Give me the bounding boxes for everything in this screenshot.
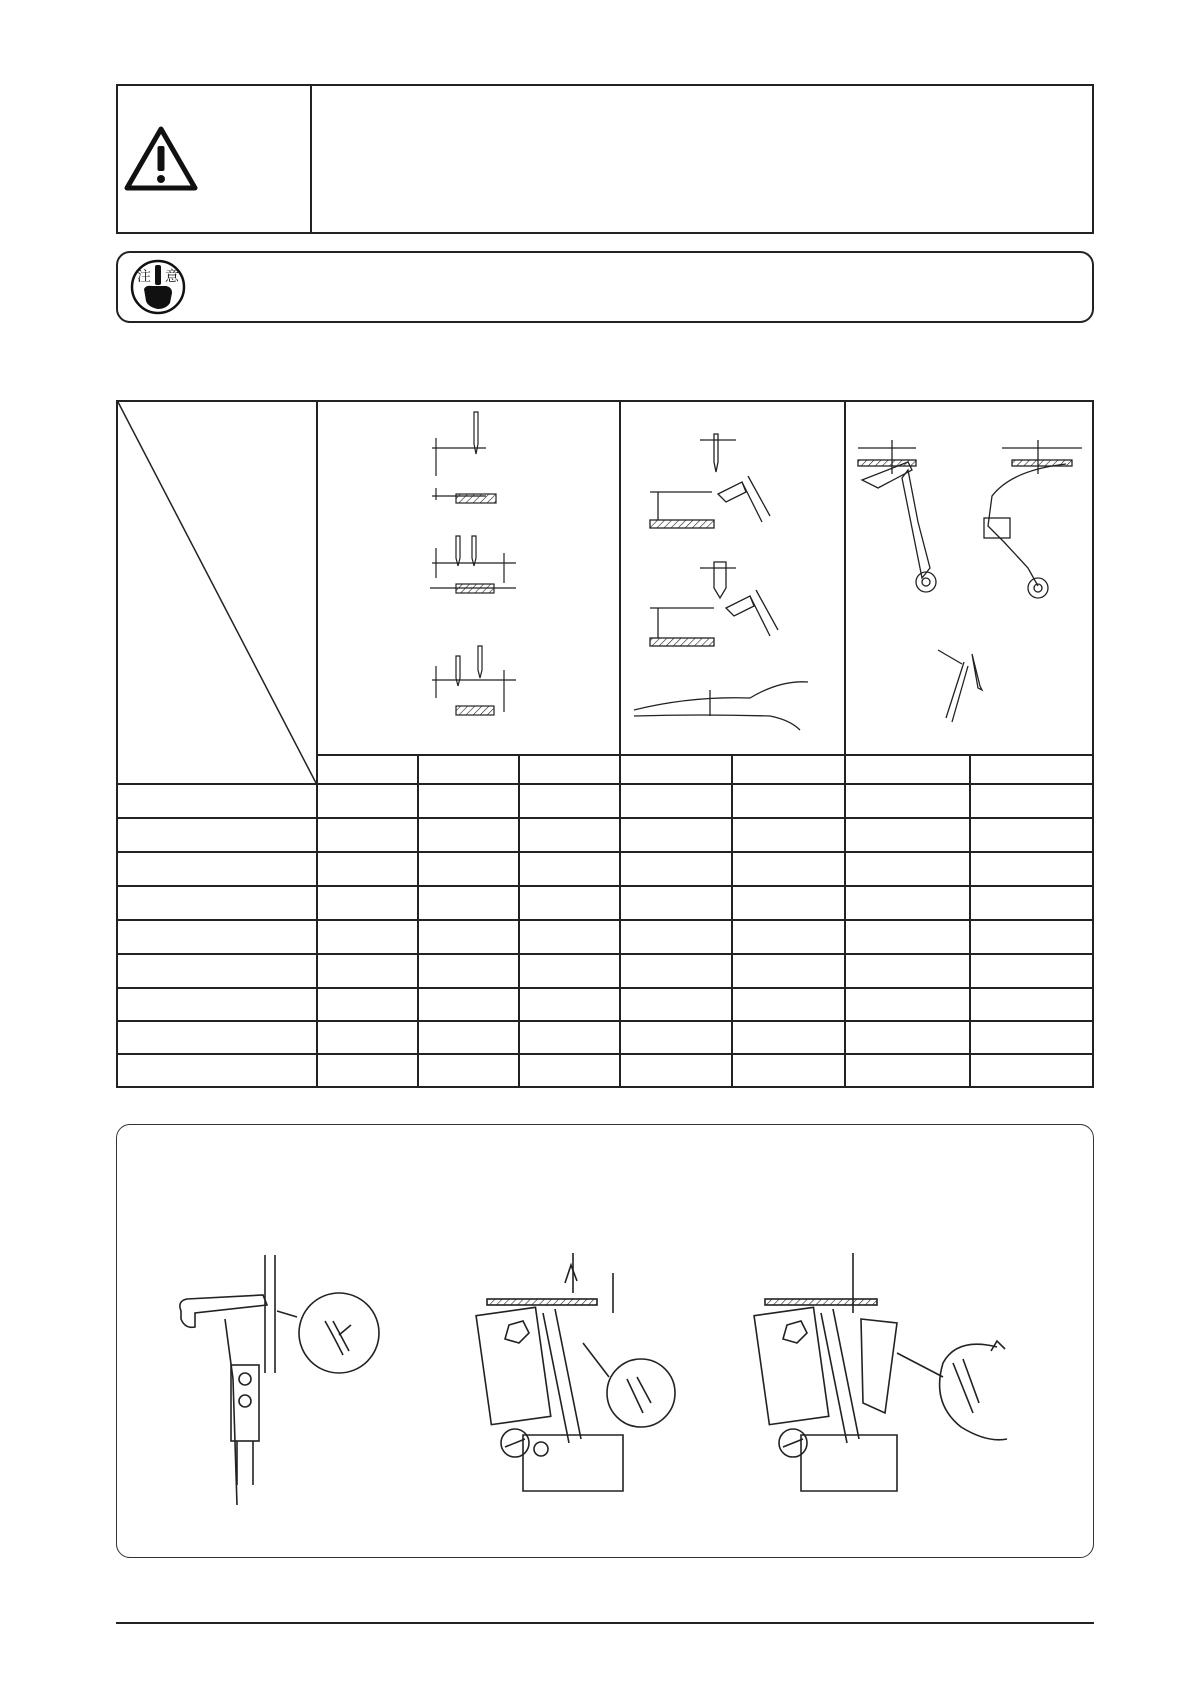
lower-spreader-clearance-detail bbox=[747, 1253, 1047, 1493]
looper-timing-diagram bbox=[630, 420, 830, 740]
caution-box bbox=[116, 251, 1094, 323]
warning-divider bbox=[310, 86, 312, 232]
warning-triangle-icon bbox=[124, 126, 198, 192]
header-diagonal bbox=[116, 400, 316, 784]
footer-rule bbox=[116, 1622, 1094, 1624]
warning-box bbox=[116, 84, 1094, 234]
upper-looper-clearance-detail bbox=[463, 1253, 703, 1493]
spreader-position-diagram bbox=[852, 418, 1088, 738]
caution-glyph-2: 意 bbox=[165, 269, 179, 285]
caution-hand-icon bbox=[130, 259, 186, 315]
caution-glyph-1: 注 bbox=[137, 269, 151, 285]
needle-height-diagram bbox=[426, 408, 526, 738]
warning-text-area bbox=[316, 90, 1086, 228]
spec-table bbox=[116, 400, 1094, 1088]
note-panel bbox=[116, 1124, 1094, 1558]
looper-needle-clearance-detail bbox=[173, 1255, 413, 1495]
